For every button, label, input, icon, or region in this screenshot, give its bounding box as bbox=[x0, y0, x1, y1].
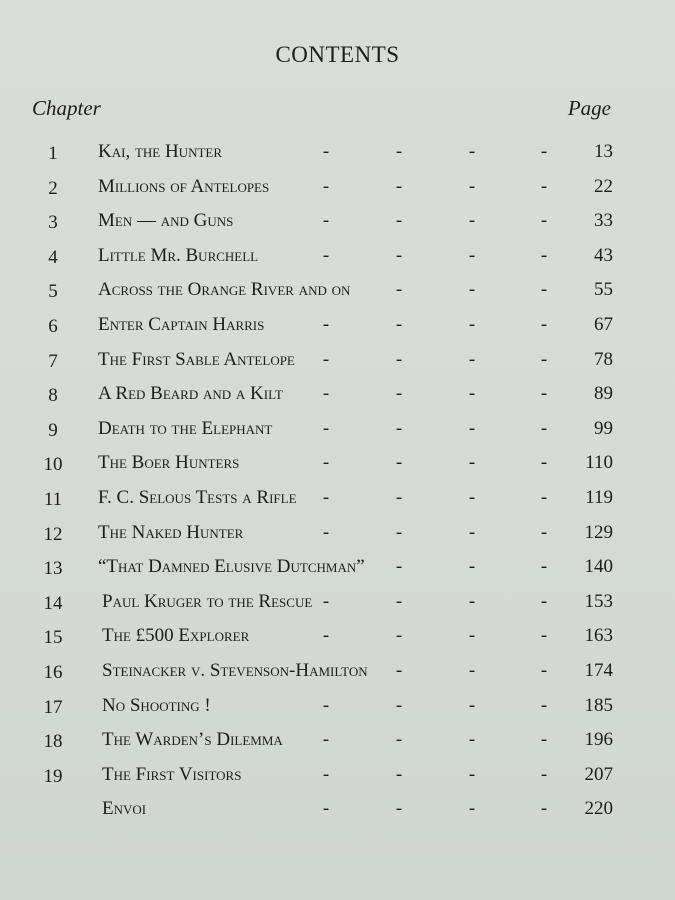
leader-dash: - bbox=[322, 694, 330, 716]
chapter-title: A Red Beard and a Kilt bbox=[98, 383, 283, 405]
leader-dash: - bbox=[540, 763, 548, 785]
chapter-number: 9 bbox=[48, 419, 58, 441]
page-number: 129 bbox=[584, 521, 613, 543]
leader-dash: - bbox=[322, 210, 330, 232]
leader-dash: - bbox=[540, 141, 548, 162]
leader-dash: - bbox=[540, 417, 548, 439]
leader-dash: - bbox=[540, 314, 548, 335]
leader-dash: - bbox=[540, 175, 548, 197]
contents-row bbox=[0, 556, 675, 586]
leader-dash: - bbox=[468, 625, 476, 647]
contents-row bbox=[0, 176, 675, 206]
leader-dash: - bbox=[540, 383, 548, 405]
chapter-number: 19 bbox=[43, 765, 63, 787]
chapter-number: 12 bbox=[43, 523, 63, 545]
page-number: 43 bbox=[594, 244, 613, 266]
leader-dash: - bbox=[540, 244, 548, 266]
leader-dash: - bbox=[395, 556, 403, 578]
page-number: 153 bbox=[584, 590, 613, 612]
contents-row bbox=[0, 245, 675, 275]
leader-dash: - bbox=[395, 452, 403, 474]
page-number: 89 bbox=[594, 383, 613, 405]
leader-dash: - bbox=[540, 348, 548, 370]
leader-dash: - bbox=[540, 729, 548, 751]
chapter-title: The First Sable Antelope bbox=[98, 348, 295, 370]
chapter-number: 10 bbox=[43, 454, 63, 476]
chapter-title: Across the Orange River and on bbox=[98, 279, 351, 301]
leader-dash: - bbox=[395, 314, 403, 335]
leader-dash: - bbox=[468, 314, 476, 335]
leader-dash: - bbox=[322, 314, 330, 335]
contents-row bbox=[0, 591, 675, 621]
chapter-number: 8 bbox=[48, 385, 58, 407]
chapter-title: Paul Kruger to the Rescue bbox=[102, 590, 313, 612]
page-number: 22 bbox=[594, 175, 613, 197]
leader-dash: - bbox=[395, 348, 403, 370]
page-number: 140 bbox=[584, 556, 613, 578]
leader-dash: - bbox=[540, 694, 548, 716]
chapter-number: 16 bbox=[43, 662, 63, 683]
chapter-number: 18 bbox=[43, 731, 63, 753]
chapter-title: The Naked Hunter bbox=[98, 521, 244, 543]
contents-row bbox=[0, 695, 675, 725]
contents-row bbox=[0, 141, 675, 171]
chapter-title: The £500 Explorer bbox=[102, 625, 250, 647]
leader-dash: - bbox=[468, 210, 476, 232]
contents-row bbox=[0, 625, 675, 655]
leader-dash: - bbox=[540, 452, 548, 474]
page-number: 99 bbox=[594, 417, 613, 439]
leader-dash: - bbox=[468, 729, 476, 751]
leader-dash: - bbox=[468, 521, 476, 543]
leader-dash: - bbox=[540, 556, 548, 578]
leader-dash: - bbox=[395, 798, 403, 820]
chapter-number: 5 bbox=[48, 281, 58, 303]
contents-row bbox=[0, 418, 675, 448]
leader-dash: - bbox=[540, 521, 548, 543]
chapter-number: 4 bbox=[48, 246, 58, 268]
leader-dash: - bbox=[395, 487, 403, 508]
leader-dash: - bbox=[540, 279, 548, 301]
chapter-title: Steinacker v. Stevenson-Hamilton bbox=[102, 660, 368, 681]
leader-dash: - bbox=[395, 763, 403, 785]
page-number: 163 bbox=[584, 625, 613, 647]
leader-dash: - bbox=[322, 383, 330, 405]
chapter-column-header: Chapter bbox=[32, 96, 101, 120]
leader-dash: - bbox=[468, 141, 476, 162]
leader-dash: - bbox=[540, 660, 548, 681]
contents-row bbox=[0, 349, 675, 379]
page-number: 196 bbox=[584, 729, 613, 751]
leader-dash: - bbox=[322, 590, 330, 612]
chapter-number: 2 bbox=[48, 177, 58, 199]
leader-dash: - bbox=[322, 625, 330, 647]
page-number: 119 bbox=[585, 487, 613, 508]
chapter-number: 11 bbox=[43, 489, 63, 510]
leader-dash: - bbox=[322, 487, 330, 508]
leader-dash: - bbox=[468, 348, 476, 370]
leader-dash: - bbox=[540, 210, 548, 232]
page-number: 220 bbox=[584, 798, 613, 820]
chapter-title: F. C. Selous Tests a Rifle bbox=[98, 487, 297, 508]
chapter-title: Kai, the Hunter bbox=[98, 141, 223, 162]
contents-row bbox=[0, 210, 675, 240]
leader-dash: - bbox=[322, 141, 330, 162]
leader-dash: - bbox=[395, 175, 403, 197]
contents-row bbox=[0, 522, 675, 552]
leader-dash: - bbox=[395, 590, 403, 612]
leader-dash: - bbox=[468, 556, 476, 578]
chapter-title: No Shooting ! bbox=[102, 694, 211, 716]
chapter-title: “That Damned Elusive Dutchman” bbox=[98, 556, 365, 578]
page-number: 185 bbox=[584, 694, 613, 716]
leader-dash: - bbox=[395, 210, 403, 232]
page-number: 207 bbox=[584, 763, 613, 785]
page-number: 174 bbox=[584, 660, 613, 681]
leader-dash: - bbox=[468, 417, 476, 439]
contents-row bbox=[0, 314, 675, 344]
page-number: 33 bbox=[594, 210, 613, 232]
leader-dash: - bbox=[468, 487, 476, 508]
chapter-title: The Warden’s Dilemma bbox=[102, 729, 283, 751]
leader-dash: - bbox=[540, 590, 548, 612]
leader-dash: - bbox=[468, 279, 476, 301]
leader-dash: - bbox=[322, 729, 330, 751]
chapter-title: Millions of Antelopes bbox=[98, 175, 270, 197]
leader-dash: - bbox=[395, 383, 403, 405]
leader-dash: - bbox=[468, 798, 476, 820]
page-number: 67 bbox=[594, 314, 613, 335]
leader-dash: - bbox=[322, 244, 330, 266]
contents-row bbox=[0, 764, 675, 794]
chapter-title: Men — and Guns bbox=[98, 210, 234, 232]
page-number: 78 bbox=[594, 348, 613, 370]
leader-dash: - bbox=[468, 175, 476, 197]
leader-dash: - bbox=[540, 625, 548, 647]
leader-dash: - bbox=[395, 625, 403, 647]
leader-dash: - bbox=[468, 244, 476, 266]
leader-dash: - bbox=[395, 660, 403, 681]
chapter-number: 13 bbox=[43, 558, 63, 580]
chapter-title: The First Visitors bbox=[102, 763, 242, 785]
leader-dash: - bbox=[395, 279, 403, 301]
leader-dash: - bbox=[395, 244, 403, 266]
leader-dash: - bbox=[395, 729, 403, 751]
leader-dash: - bbox=[322, 348, 330, 370]
leader-dash: - bbox=[395, 417, 403, 439]
page-number: 110 bbox=[585, 452, 613, 474]
leader-dash: - bbox=[540, 487, 548, 508]
chapter-number: 3 bbox=[48, 212, 58, 234]
page-column-header: Page bbox=[567, 96, 611, 120]
leader-dash: - bbox=[468, 660, 476, 681]
leader-dash: - bbox=[322, 798, 330, 820]
page-number: 13 bbox=[594, 141, 613, 162]
leader-dash: - bbox=[322, 175, 330, 197]
contents-row bbox=[0, 660, 675, 690]
leader-dash: - bbox=[322, 521, 330, 543]
page-title: CONTENTS bbox=[275, 42, 400, 67]
chapter-number: 15 bbox=[43, 627, 63, 649]
contents-row bbox=[0, 383, 675, 413]
chapter-number: 14 bbox=[43, 592, 63, 614]
contents-row bbox=[0, 279, 675, 309]
chapter-title: Little Mr. Burchell bbox=[98, 244, 259, 266]
leader-dash: - bbox=[395, 521, 403, 543]
leader-dash: - bbox=[468, 452, 476, 474]
chapter-number: 7 bbox=[48, 350, 58, 372]
contents-row bbox=[0, 487, 675, 517]
leader-dash: - bbox=[395, 141, 403, 162]
contents-row bbox=[0, 452, 675, 482]
leader-dash: - bbox=[322, 763, 330, 785]
leader-dash: - bbox=[322, 452, 330, 474]
chapter-number: 17 bbox=[43, 696, 63, 718]
chapter-title: The Boer Hunters bbox=[98, 452, 240, 474]
contents-row bbox=[0, 798, 675, 828]
contents-row bbox=[0, 729, 675, 759]
page-number: 55 bbox=[594, 279, 613, 301]
leader-dash: - bbox=[540, 798, 548, 820]
leader-dash: - bbox=[468, 383, 476, 405]
leader-dash: - bbox=[395, 694, 403, 716]
chapter-number: 6 bbox=[48, 316, 58, 337]
chapter-title: Envoi bbox=[102, 798, 147, 820]
leader-dash: - bbox=[468, 694, 476, 716]
chapter-title: Death to the Elephant bbox=[98, 417, 273, 439]
leader-dash: - bbox=[468, 763, 476, 785]
leader-dash: - bbox=[322, 417, 330, 439]
chapter-title: Enter Captain Harris bbox=[98, 314, 265, 335]
chapter-number: 1 bbox=[48, 143, 58, 164]
leader-dash: - bbox=[468, 590, 476, 612]
